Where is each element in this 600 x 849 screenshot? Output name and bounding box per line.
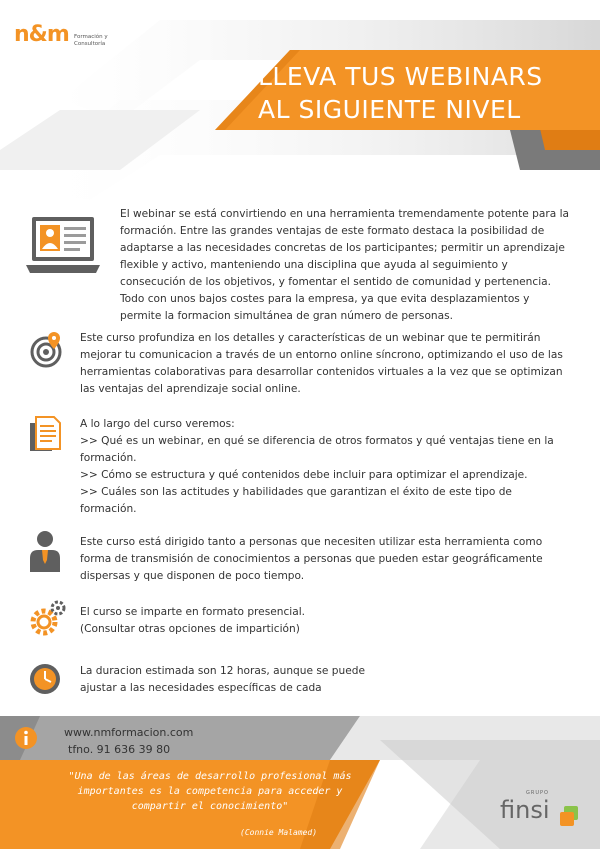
title-line-2: AL SIGUIENTE NIVEL	[258, 95, 521, 124]
page-title	[258, 60, 558, 126]
contents-item-3: >> Cuáles son las actitudes y habilidades que garantizan el éxito de este tipo de formación.	[80, 486, 512, 515]
objective-text: Este curso profundiza en los detalles y características de un webinar que te permitirán mejorar tu comunicacion a través de un entorno online síncrono, optimizando el uso de las herramientas colaborativas para desarrollar contenidos virtuales a la vez que se optimizan las ventajas del aprendizaje social online.	[80, 332, 563, 395]
company-logo	[14, 22, 108, 47]
intro-text: El webinar se está convirtiendo en una herramienta tremendamente potente para la formación. Entre las grandes ventajas de este formato destaca la posibilidad de adaptarse a las necesidades concretas de los participantes; permitir un aprendizaje flexible y activo, manteniendo una disciplina que ayuda al seguimiento y consecución de los objetivos, y fomentar el sentido de comunidad y pertenencia. Todo con unos bajos costes para la empresa, ya que evita desplazamientos y permite la formacion simultánea de gran número de personas.	[120, 208, 570, 322]
contents-item-1: >> Qué es un webinar, en qué se diferencia de otros formatos y qué ventajas tiene en la formación.	[80, 435, 554, 464]
partner-group-label: GRUPO	[526, 790, 549, 796]
target-icon	[28, 330, 68, 370]
website-link[interactable]: www.nmformacion.com	[64, 726, 194, 739]
phone-number: tfno. 91 636 39 80	[68, 743, 171, 756]
partner-logo: finsi	[500, 796, 550, 824]
duration-text: La duracion estimada son 12 horas, aunque se puede ajustar a las necesidades específicas de cada	[80, 665, 365, 694]
logo-tagline-2: Consultoría	[74, 41, 106, 47]
laptop-icon	[26, 215, 100, 277]
format-section	[80, 604, 560, 638]
logo-tagline	[74, 34, 134, 48]
contents-section	[80, 416, 560, 518]
person-icon	[28, 530, 62, 574]
gears-icon	[28, 598, 68, 638]
contents-item-2: >> Cómo se estructura y qué contenidos debe incluir para optimizar el aprendizaje.	[80, 469, 528, 481]
partner-logo-mark	[560, 806, 580, 828]
title-line-1: LLEVA TUS WEBINARS	[258, 62, 543, 91]
quote-author: (Connie Malamed)	[240, 828, 318, 837]
format-line-1: El curso se imparte en formato presencial.	[80, 606, 306, 618]
contact-info	[64, 724, 193, 758]
quote-text: "Una de las áreas de desarrollo profesional más importantes es la competencia para acceder y compartir el conocimiento"	[68, 771, 352, 812]
document-icon	[28, 415, 62, 455]
audience-text: Este curso está dirigido tanto a personas que necesiten utilizar esta herramienta como forma de transmisión de conocimientos a personas que pueden estar geográficamente dispersas y que disponen de poco tiempo.	[80, 536, 543, 582]
logo-mark: n&m	[14, 22, 69, 47]
format-line-2: (Consultar otras opciones de impartición)	[80, 623, 300, 635]
contents-intro: A lo largo del curso veremos:	[80, 418, 235, 430]
logo-tagline-1: Formación y	[74, 34, 108, 40]
clock-icon	[28, 662, 62, 696]
info-icon	[14, 726, 38, 750]
